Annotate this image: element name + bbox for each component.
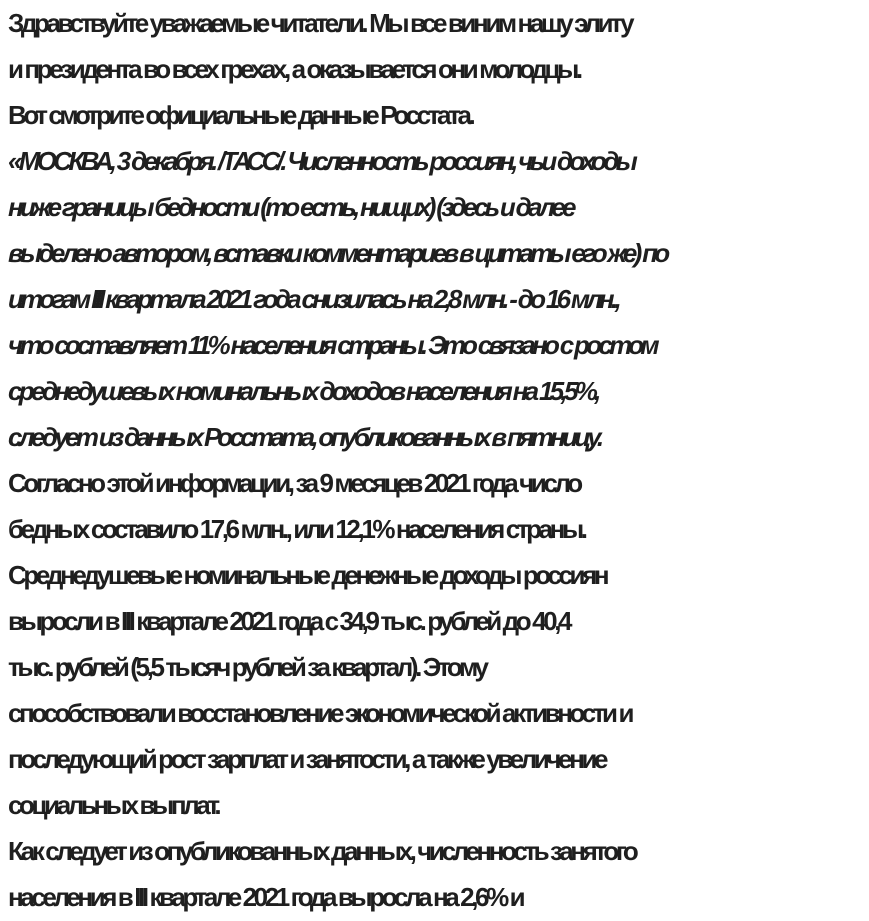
quote-line: следует из данных Росстата, опубликованных в пятницу. — [8, 422, 601, 452]
text-line: и президента во всех грехах, а оказывается они молодцы. — [8, 54, 580, 84]
quote-line: выделено автором, вставки комментариев в цитаты его же) по — [8, 238, 667, 268]
text-line: социальных выплат. — [8, 790, 219, 820]
text-line: выросли в III квартале 2021 года с 34,9 тыс. рублей до 40,4 — [8, 606, 570, 636]
text-line: Вот смотрите официальные данные Росстата. — [8, 100, 473, 130]
quote-line: что составляет 11% населения страны. Это связано с ростом — [8, 330, 656, 360]
article-text — [8, 0, 867, 920]
quote-line: «МОСКВА, 3 декабря. /ТАСС/. Численность россиян, чьи доходы — [8, 146, 635, 176]
text-line: Согласно этой информации, за 9 месяцев 2021 года число — [8, 468, 580, 498]
quote-line: итогам III квартала 2021 года снизилась на 2,8 млн. - до 16 млн., — [8, 284, 618, 314]
text-line: бедных составило 17,6 млн., или 12,1% населения страны. — [8, 514, 585, 544]
text-line: Как следует из опубликованных данных, численность занятого — [8, 836, 636, 866]
quote-line: ниже границы бедности (то есть, нищих) (здесь и далее — [8, 192, 573, 222]
quote-line: среднедушевых номинальных доходов населения на 15,5%, — [8, 376, 598, 406]
text-line: Здравствуйте уважаемые читатели. Мы все виним нашу элиту — [8, 8, 632, 38]
text-line: тыс. рублей (5,5 тысяч рублей за квартал). Этому — [8, 652, 486, 682]
text-line: населения в III квартале 2021 года выросла на 2,6% и — [8, 882, 523, 912]
text-line: способствовали восстановление экономической активности и — [8, 698, 632, 728]
text-line: последующий рост зарплат и занятости, а также увеличение — [8, 744, 606, 774]
text-line: Среднедушевые номинальные денежные доходы россиян — [8, 560, 607, 590]
